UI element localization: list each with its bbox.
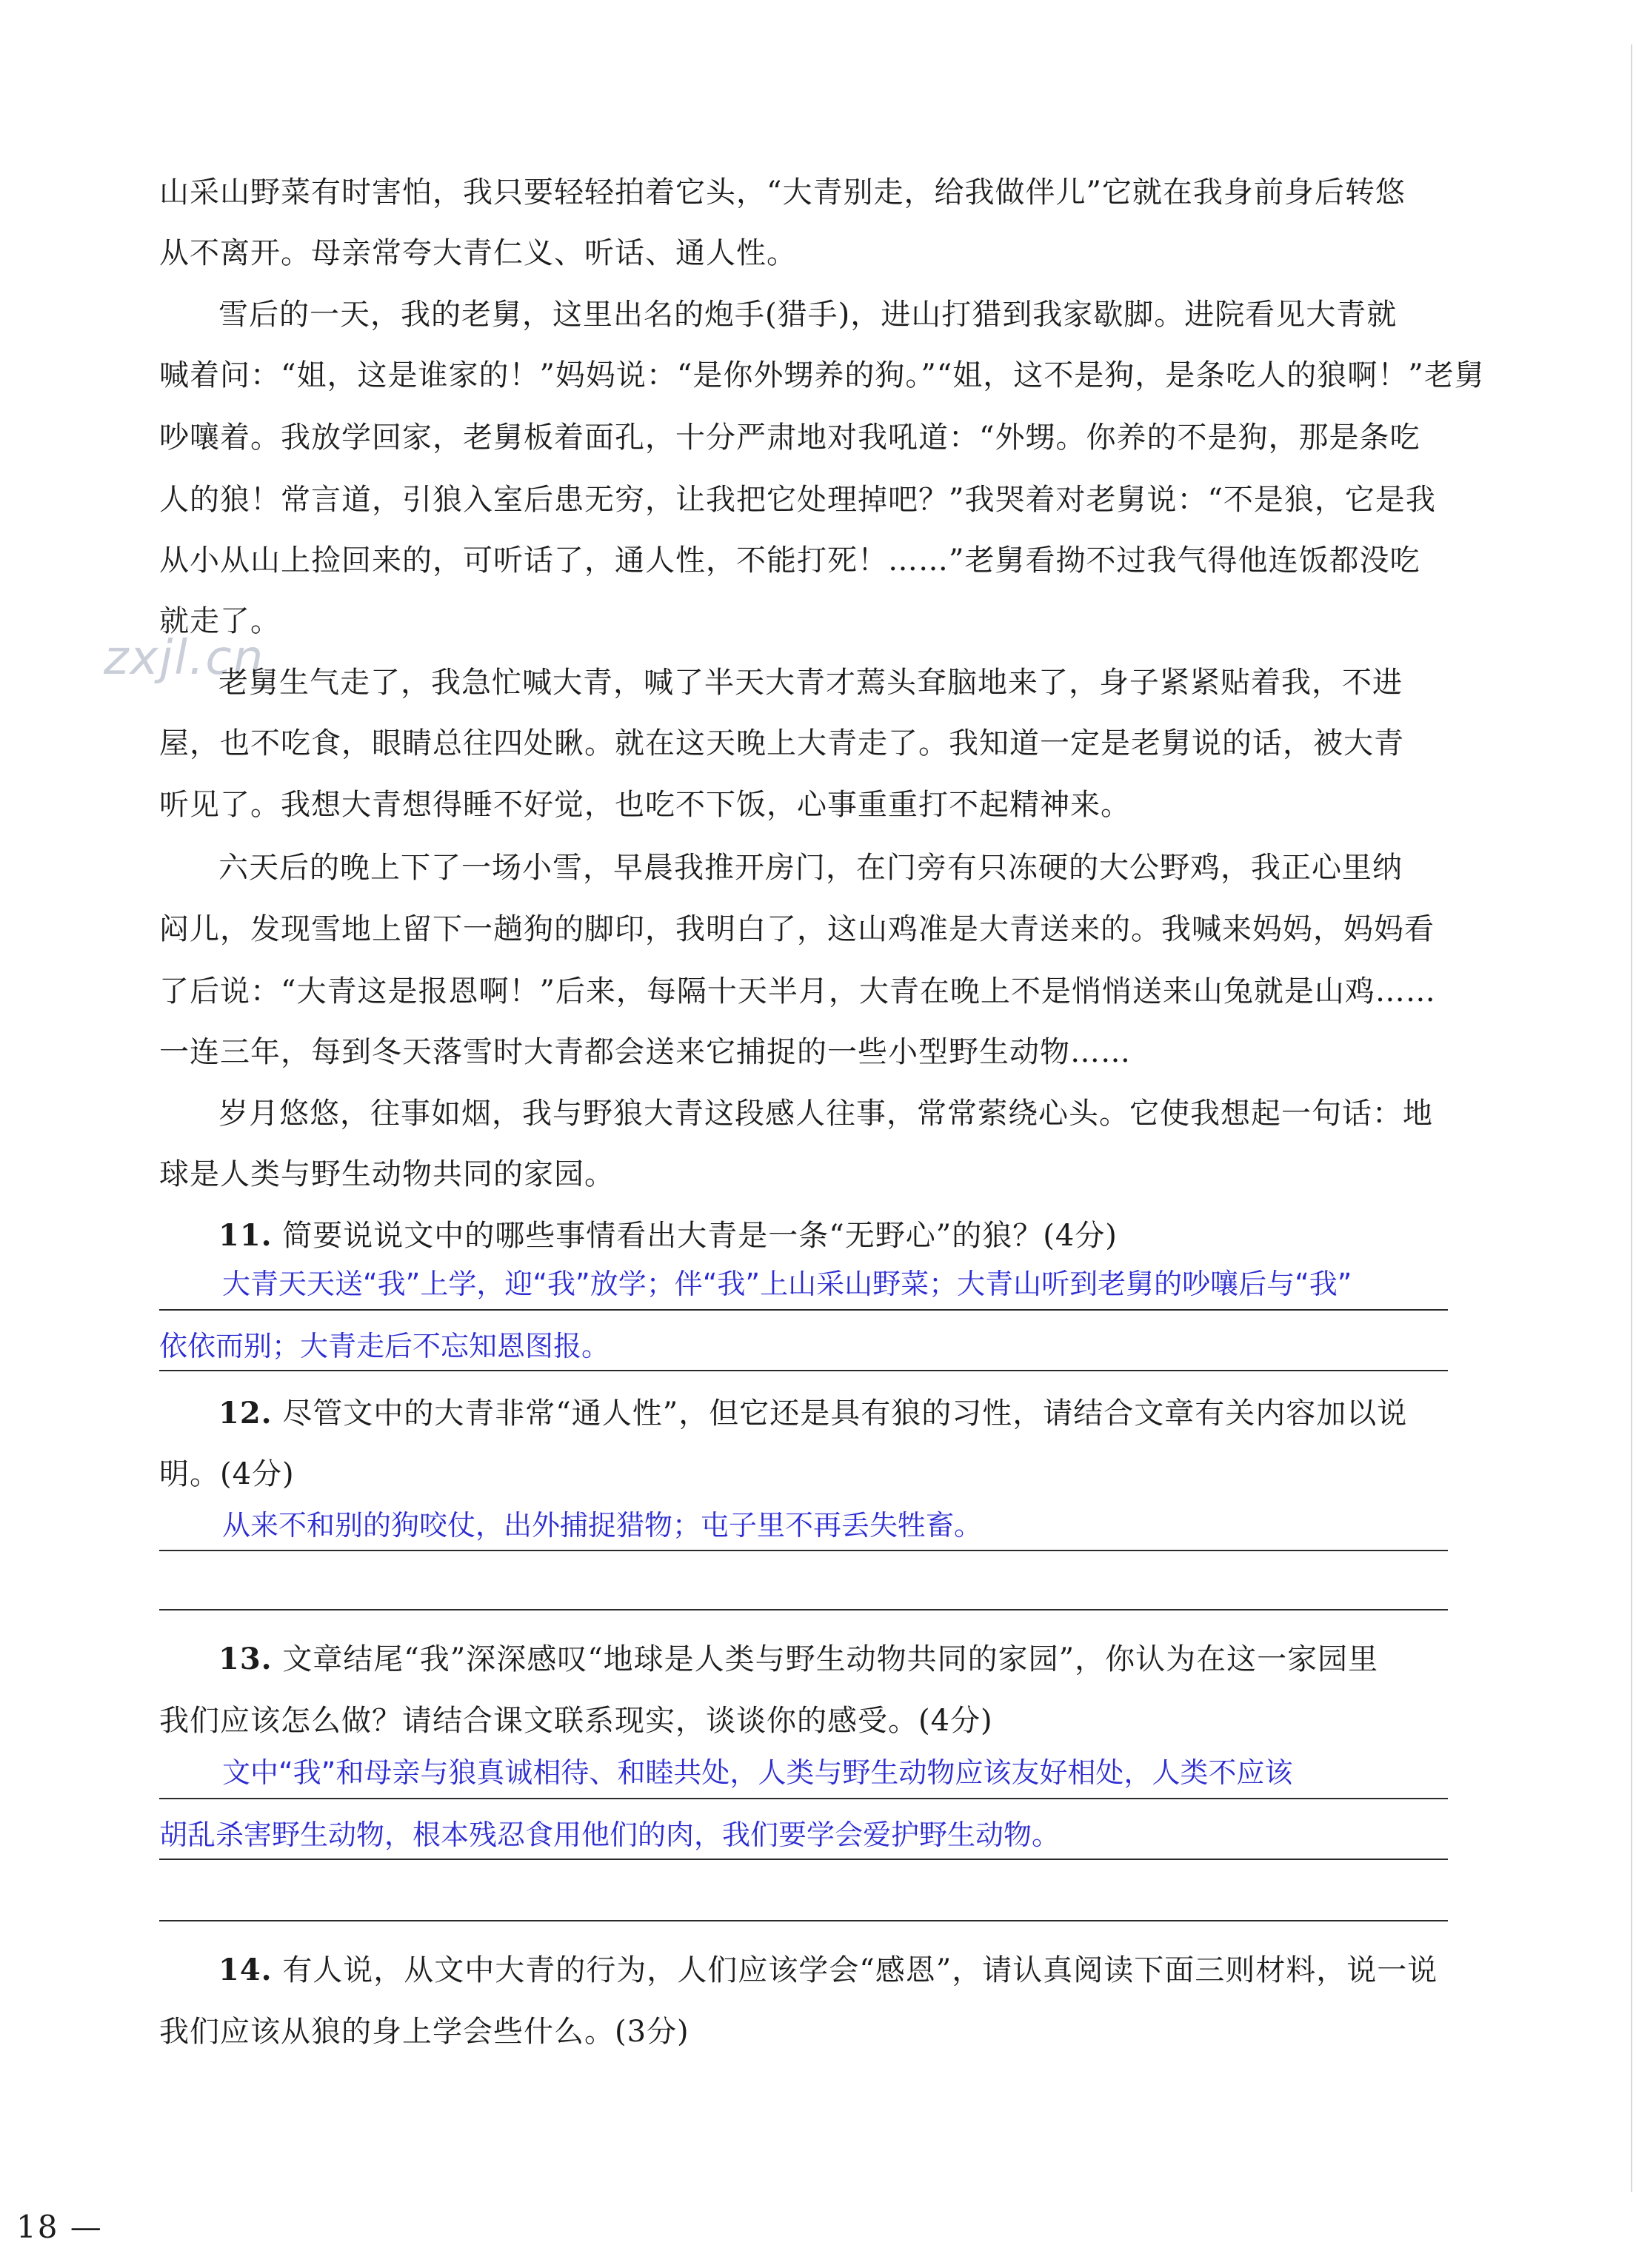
answer-line: 依依而别；大青走后不忘知恩图报。 bbox=[159, 1330, 610, 1362]
answer-rule bbox=[159, 1798, 1448, 1799]
passage-line: 雪后的一天，我的老舅，这里出名的炮手(猎手)，进山打猎到我家歇脚。进院看见大青就 bbox=[218, 298, 1398, 332]
passage-line: 听见了。我想大青想得睡不好觉，也吃不下饭，心事重重打不起精神来。 bbox=[159, 788, 1131, 822]
passage-line: 山采山野菜有时害怕，我只要轻轻拍着它头，“大青别走，给我做伴儿”它就在我身前身后转悠 bbox=[159, 175, 1406, 210]
passage-line: 老舅生气走了，我急忙喊大青，喊了半天大青才蔫头耷脑地来了，身子紧紧贴着我，不进 bbox=[218, 666, 1403, 700]
passage-line: 一连三年，每到冬天落雪时大青都会送来它捕捉的一些小型野生动物…… bbox=[159, 1035, 1131, 1069]
answer-rule bbox=[159, 1550, 1448, 1551]
passage-line: 屋，也不吃食，眼睛总往四处瞅。就在这天晚上大青走了。我知道一定是老舅说的话，被大青 bbox=[159, 726, 1404, 760]
page-number: 18 — bbox=[16, 2209, 103, 2245]
answer-line: 文中“我”和母亲与狼真诚相待、和睦共处，人类与野生动物应该友好相处，人类不应该 bbox=[222, 1756, 1293, 1789]
passage-line: 了后说：“大青这是报恩啊！”后来，每隔十天半月，大青在晚上不是悄悄送来山兔就是山鸡…… bbox=[159, 974, 1436, 1008]
passage-line: 喊着问：“姐，这是谁家的！”妈妈说：“是你外甥养的狗。”“姐，这不是狗，是条吃人的狼啊！”老舅 bbox=[159, 358, 1485, 392]
watermark: zxjl.cn bbox=[104, 631, 265, 686]
question-number: 14. bbox=[218, 1953, 273, 1987]
answer-line: 胡乱杀害野生动物，根本残忍食用他们的肉，我们要学会爱护野生动物。 bbox=[159, 1819, 1061, 1851]
question-12 bbox=[218, 1392, 1448, 1435]
page-edge-line bbox=[1631, 44, 1632, 2192]
passage-line: 从不离开。母亲常夸大青仁义、听话、通人性。 bbox=[159, 236, 797, 270]
answer-rule bbox=[159, 1609, 1448, 1610]
answer-rule bbox=[159, 1859, 1448, 1860]
question-14 bbox=[218, 1949, 1448, 1992]
passage-line: 岁月悠悠，往事如烟，我与野狼大青这段感人往事，常常萦绕心头。它使我想起一句话：地 bbox=[218, 1097, 1433, 1131]
answer-line: 从来不和别的狗咬仗，出外捕捉猎物；屯子里不再丢失牲畜。 bbox=[222, 1509, 983, 1542]
question-13 bbox=[218, 1638, 1448, 1681]
question-text: 有人说，从文中大青的行为，人们应该学会“感恩”，请认真阅读下面三则材料，说一说 bbox=[282, 1953, 1438, 1987]
passage-line: 闷儿，发现雪地上留下一趟狗的脚印，我明白了，这山鸡准是大青送来的。我喊来妈妈，妈妈看 bbox=[159, 912, 1435, 946]
question-number: 11. bbox=[218, 1218, 273, 1253]
question-text: 文章结尾“我”深深感叹“地球是人类与野生动物共同的家园”，你认为在这一家园里 bbox=[282, 1642, 1379, 1676]
question-text-cont: 明。(4分) bbox=[159, 1457, 295, 1491]
passage-line: 六天后的晚上下了一场小雪，早晨我推开房门，在门旁有只冻硬的大公野鸡，我正心里纳 bbox=[218, 851, 1403, 885]
question-text: 简要说说文中的哪些事情看出大青是一条“无野心”的狼？(4分) bbox=[282, 1219, 1118, 1253]
passage-line: 人的狼！常言道，引狼入室后患无穷，让我把它处理掉吧？”我哭着对老舅说：“不是狼，它是我 bbox=[159, 483, 1436, 517]
answer-rule bbox=[159, 1370, 1448, 1371]
question-number: 13. bbox=[218, 1642, 273, 1676]
question-text-cont: 我们应该从狼的身上学会些什么。(3分) bbox=[159, 2015, 690, 2049]
question-text-cont: 我们应该怎么做？请结合课文联系现实，谈谈你的感受。(4分) bbox=[159, 1704, 993, 1738]
answer-rule bbox=[159, 1920, 1448, 1921]
passage-line: 就走了。 bbox=[159, 604, 281, 638]
passage-line: 吵嚷着。我放学回家，老舅板着面孔，十分严肃地对我吼道：“外甥。你养的不是狗，那是条吃 bbox=[159, 421, 1420, 455]
answer-line: 大青天天送“我”上学，迎“我”放学；伴“我”上山采山野菜；大青山听到老舅的吵嚷后与“我” bbox=[222, 1268, 1352, 1300]
passage-line: 球是人类与野生动物共同的家园。 bbox=[159, 1157, 615, 1191]
question-text: 尽管文中的大青非常“通人性”，但它还是具有狼的习性，请结合文章有关内容加以说 bbox=[282, 1396, 1408, 1431]
question-11 bbox=[218, 1214, 1448, 1257]
passage-line: 从小从山上捡回来的，可听话了，通人性，不能打死！……”老舅看拗不过我气得他连饭都没吃 bbox=[159, 543, 1420, 578]
answer-rule bbox=[159, 1309, 1448, 1311]
question-number: 12. bbox=[218, 1396, 273, 1431]
